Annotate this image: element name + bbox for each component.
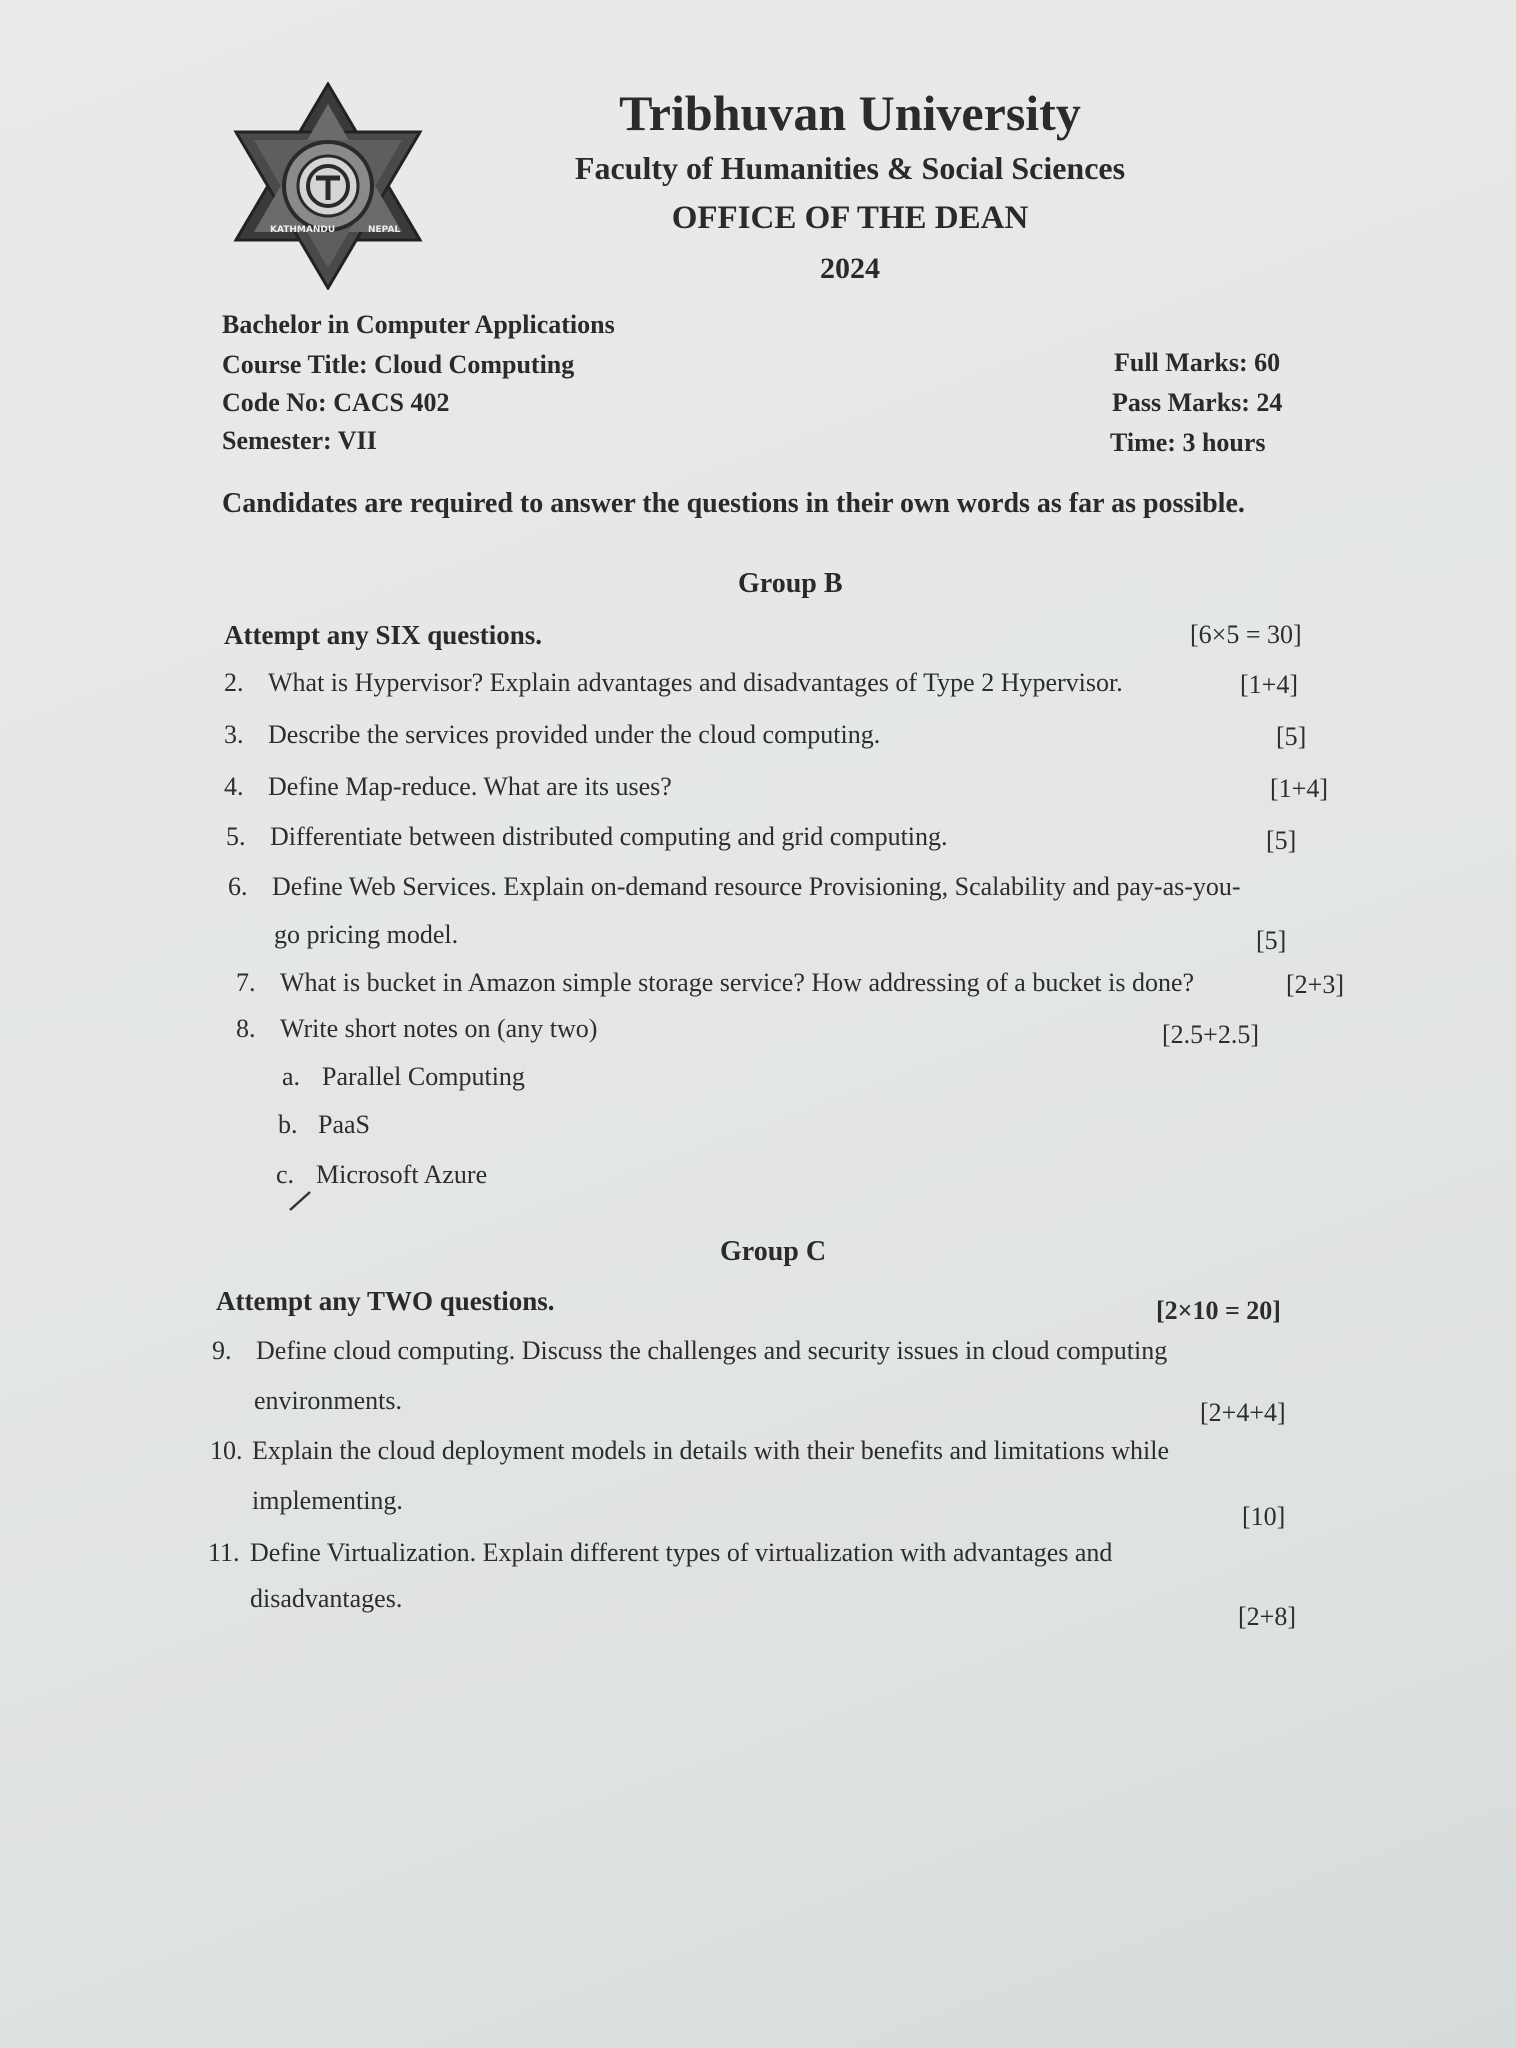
course-title: Course Title: Cloud Computing bbox=[222, 350, 575, 379]
sub-item-letter: a. bbox=[282, 1062, 301, 1091]
group-b-attempt: Attempt any SIX questions. bbox=[224, 620, 543, 650]
question-text: Explain the cloud deployment models in details with their benefits and limitations while bbox=[252, 1436, 1170, 1465]
question-10-continued: implementing. bbox=[252, 1486, 403, 1515]
group-b-title: Group B bbox=[738, 568, 843, 599]
office-title: OFFICE OF THE DEAN bbox=[671, 200, 1029, 236]
question-2 bbox=[224, 668, 1123, 698]
question-7-marks: [2+3] bbox=[1286, 970, 1344, 999]
question-text: Define Virtualization. Explain different types of virtualization with advantages and bbox=[250, 1538, 1113, 1567]
question-10 bbox=[210, 1436, 1169, 1466]
sub-item-c bbox=[276, 1160, 487, 1190]
question-text: Define Web Services. Explain on-demand resource Provisioning, Scalability and pay-as-you- bbox=[272, 872, 1241, 901]
question-number: 6. bbox=[228, 872, 248, 901]
faculty-name: Faculty of Humanities & Social Sciences bbox=[574, 150, 1126, 186]
question-7 bbox=[236, 968, 1194, 998]
question-number: 9. bbox=[212, 1336, 232, 1365]
program-name: Bachelor in Computer Applications bbox=[222, 310, 615, 339]
seal-text-nepal: NEPAL bbox=[368, 225, 401, 235]
question-2-marks: [1+4] bbox=[1240, 670, 1298, 699]
question-6 bbox=[228, 872, 1241, 902]
question-11 bbox=[208, 1538, 1112, 1568]
group-c-marks: [2×10 = 20] bbox=[1156, 1296, 1281, 1325]
sub-item-letter: b. bbox=[278, 1110, 298, 1139]
question-number: 8. bbox=[236, 1014, 256, 1043]
question-3 bbox=[224, 720, 880, 750]
question-8-marks: [2.5+2.5] bbox=[1162, 1020, 1259, 1049]
question-8 bbox=[236, 1014, 597, 1044]
question-number: 11. bbox=[208, 1538, 240, 1567]
group-c-attempt: Attempt any TWO questions. bbox=[216, 1286, 555, 1316]
question-6-continued: go pricing model. bbox=[274, 920, 459, 949]
exam-year: 2024 bbox=[820, 252, 880, 285]
question-11-continued: disadvantages. bbox=[250, 1584, 403, 1613]
question-text: Describe the services provided under the cloud computing. bbox=[268, 720, 881, 749]
sub-item-a bbox=[282, 1062, 525, 1092]
question-9-marks: [2+4+4] bbox=[1200, 1398, 1286, 1427]
university-name: Tribhuvan University bbox=[619, 85, 1081, 141]
pass-marks: Pass Marks: 24 bbox=[1112, 388, 1283, 417]
group-c-title: Group C bbox=[720, 1236, 827, 1267]
question-number: 3. bbox=[224, 720, 244, 749]
question-text: Define Map-reduce. What are its uses? bbox=[268, 772, 672, 801]
question-number: 5. bbox=[226, 822, 246, 851]
question-10-marks: [10] bbox=[1242, 1502, 1286, 1531]
course-code: Code No: CACS 402 bbox=[222, 388, 450, 417]
pen-tick-mark-icon bbox=[288, 1188, 314, 1212]
question-text: What is Hypervisor? Explain advantages and disadvantages of Type 2 Hypervisor. bbox=[268, 668, 1123, 697]
question-text: Define cloud computing. Discuss the challenges and security issues in cloud computing bbox=[256, 1336, 1168, 1365]
question-number: 10. bbox=[210, 1436, 243, 1465]
question-5-marks: [5] bbox=[1266, 826, 1297, 855]
question-text: Write short notes on (any two) bbox=[280, 1014, 598, 1043]
question-4 bbox=[224, 772, 672, 802]
sub-item-b bbox=[278, 1110, 370, 1140]
question-number: 7. bbox=[236, 968, 256, 997]
university-seal-icon bbox=[232, 82, 424, 290]
sub-item-text: Microsoft Azure bbox=[316, 1160, 488, 1189]
sub-item-letter: c. bbox=[276, 1160, 295, 1189]
question-4-marks: [1+4] bbox=[1270, 774, 1328, 803]
sub-item-text: PaaS bbox=[318, 1110, 370, 1139]
sub-item-text: Parallel Computing bbox=[322, 1062, 525, 1091]
question-9-continued: environments. bbox=[254, 1386, 403, 1415]
question-9 bbox=[212, 1336, 1167, 1366]
question-3-marks: [5] bbox=[1276, 722, 1307, 751]
question-number: 2. bbox=[224, 668, 244, 697]
semester: Semester: VII bbox=[222, 426, 377, 455]
seal-text-kathmandu: KATHMANDU bbox=[270, 225, 336, 235]
question-6-marks: [5] bbox=[1256, 926, 1287, 955]
instruction: Candidates are required to answer the questions in their own words as far as possible. bbox=[222, 488, 1245, 519]
question-11-marks: [2+8] bbox=[1238, 1602, 1296, 1631]
exam-time: Time: 3 hours bbox=[1110, 428, 1266, 457]
question-5 bbox=[226, 822, 948, 852]
question-text: Differentiate between distributed computing and grid computing. bbox=[270, 822, 948, 851]
question-number: 4. bbox=[224, 772, 244, 801]
full-marks: Full Marks: 60 bbox=[1114, 348, 1281, 377]
group-b-marks: [6×5 = 30] bbox=[1190, 620, 1302, 649]
question-text: What is bucket in Amazon simple storage service? How addressing of a bucket is done? bbox=[280, 968, 1195, 997]
